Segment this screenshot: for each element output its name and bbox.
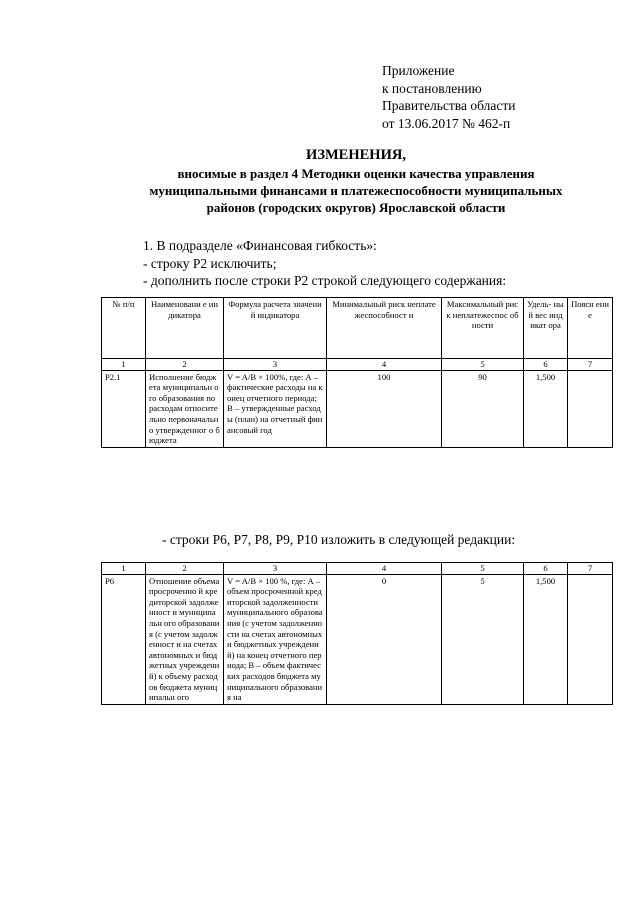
- appendix-block: [382, 62, 515, 132]
- col-number: 3: [224, 359, 327, 371]
- row-weight-cell: 1,500: [524, 574, 568, 704]
- row-name-cell: Отношение объема просроченно й кредиторской задолженност и муниципальн ого образования (с учетом задолженност и на счетах автономных и бюджетных учреждений) к объему расходов бюджета муниципальн ого: [146, 574, 224, 704]
- intro-line-1: 1. В подразделе «Финансовая гибкость»:: [143, 238, 377, 253]
- col-number: 6: [524, 563, 568, 575]
- col-number: 7: [568, 359, 613, 371]
- row-num-cell: Р6: [102, 574, 146, 704]
- row-min-risk-cell: 0: [327, 574, 442, 704]
- row-max-risk-cell: 5: [442, 574, 524, 704]
- col-number: 4: [327, 359, 442, 371]
- appendix-line-3: Правительства области: [382, 98, 516, 113]
- title-line-3: муниципальными финансами и платежеспособности муниципальных: [149, 183, 563, 198]
- title-line-1: ИЗМЕНЕНИЯ,: [306, 147, 406, 163]
- appendix-line-1: Приложение: [382, 63, 455, 78]
- row-name-cell: Исполнение бюджета муниципальн ого образования по расходам относительно первоначальн о утвержденног о бюджета: [146, 370, 224, 447]
- col-number: 1: [102, 359, 146, 371]
- col-number: 2: [146, 359, 224, 371]
- row-note-cell: [568, 370, 613, 447]
- col-number: 5: [442, 359, 524, 371]
- indicator-table-1: [101, 297, 613, 448]
- col-number: 2: [146, 563, 224, 575]
- header-cell-min-risk: Минимальный риск неплатежеспособност и: [327, 298, 442, 359]
- document-title: [96, 147, 616, 216]
- separator-instruction: - строки Р6, Р7, Р8, Р9, Р10 изложить в следующей редакции:: [162, 532, 516, 547]
- column-number-row: [102, 563, 613, 575]
- header-cell-name: Наименовани е индикатора: [146, 298, 224, 359]
- column-number-row: [102, 359, 613, 371]
- col-number: 4: [327, 563, 442, 575]
- intro-paragraph: [143, 237, 506, 290]
- title-line-2: вносимые в раздел 4 Методики оценки качества управления: [177, 166, 535, 181]
- appendix-line-2: к постановлению: [382, 80, 482, 96]
- table-header-row: [102, 298, 613, 359]
- intro-line-2: - строку Р2 исключить;: [143, 255, 277, 271]
- indicator-table-2: [101, 562, 613, 705]
- table-row: [102, 574, 613, 704]
- col-number: 7: [568, 563, 613, 575]
- intro-line-3: - дополнить после строки Р2 строкой следующего содержания:: [143, 273, 507, 288]
- title-line-4: районов (городских округов) Ярославской области: [206, 200, 506, 215]
- header-cell-weight: Удель- ный вес индикат ора: [524, 298, 568, 359]
- header-cell-note: Поясн ение: [568, 298, 613, 359]
- row-num-cell: Р2.1: [102, 370, 146, 447]
- row-note-cell: [568, 574, 613, 704]
- appendix-line-4: от 13.06.2017 № 462-п: [382, 115, 511, 131]
- col-number: 3: [224, 563, 327, 575]
- col-number: 1: [102, 563, 146, 575]
- header-cell-max-risk: Максимальный риск неплатежеспос обности: [442, 298, 524, 359]
- header-cell-num: № п/п: [102, 298, 146, 359]
- col-number: 5: [442, 563, 524, 575]
- col-number: 6: [524, 359, 568, 371]
- row-max-risk-cell: 90: [442, 370, 524, 447]
- row-formula-cell: V = A/B × 100%, где: А – фактические расходы на конец отчетного периода; В – утвержденные расходы (план) на отчетный финансовый год: [224, 370, 327, 447]
- row-formula-cell: V = A/B × 100 %, где: А – объем просроченной кредиторской задолженности муниципального образования (с учетом задолженности на счетах автономных и бюджетных учреждений) на конец отчетного периода; В – объем фактических расходов бюджета муниципального образования на: [224, 574, 327, 704]
- row-min-risk-cell: 100: [327, 370, 442, 447]
- table-row: [102, 370, 613, 447]
- row-weight-cell: 1,500: [524, 370, 568, 447]
- header-cell-formula: Формула расчета значений индикатора: [224, 298, 327, 359]
